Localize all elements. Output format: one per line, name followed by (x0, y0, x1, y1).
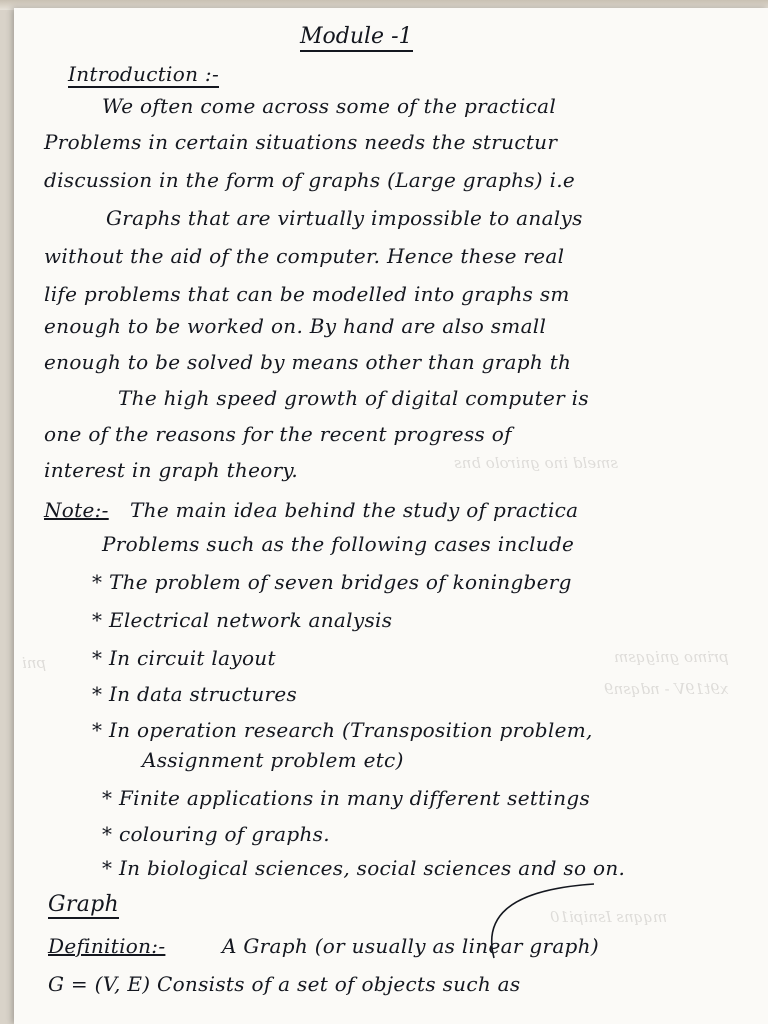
definition-line-2: G = (V, E) Consists of a set of objects such as (48, 972, 521, 996)
note-item-seven-bridges: * The problem of seven bridges of koningberg (92, 570, 572, 594)
bleed-through-text: primo gnigqsm (614, 648, 729, 666)
intro-line-2: Problems in certain situations needs the structur (44, 130, 558, 154)
bleed-through-text: mqqns Isnipi10 (550, 908, 668, 926)
intro-line-8: enough to be solved by means other than graph th (44, 350, 572, 374)
intro-line-4: Graphs that are virtually impossible to analys (106, 206, 583, 230)
note-item-operation-research: * In operation research (Transposition problem, (92, 718, 593, 742)
intro-line-1: We often come across some of the practical (102, 94, 557, 118)
intro-line-9: The high speed growth of digital computer is (118, 386, 589, 410)
intro-line-11: interest in graph theory. (44, 458, 299, 482)
intro-line-10: one of the reasons for the recent progress of (44, 422, 512, 446)
introduction-heading: Introduction :- (68, 62, 220, 86)
page-title: Module -1 (300, 24, 413, 52)
intro-line-5: without the aid of the computer. Hence these real (44, 244, 565, 268)
definition-line-1: A Graph (or usually as linear graph) (222, 934, 599, 958)
note-item-circuit-layout: * In circuit layout (92, 646, 276, 670)
note-intro-line-2: Problems such as the following cases include (102, 532, 575, 556)
note-item-assignment-problem: Assignment problem etc) (142, 748, 404, 772)
note-item-data-structures: * In data structures (92, 682, 298, 706)
bleed-through-text: pni (22, 654, 47, 672)
note-item-electrical-network: * Electrical network analysis (92, 608, 393, 632)
intro-line-3: discussion in the form of graphs (Large graphs) i.e (44, 168, 576, 192)
bleed-through-text: x9t19V - ndqsn9 (604, 680, 729, 698)
definition-label: Definition:- (48, 934, 166, 958)
bleed-through-text: smeld ino gnirolo bns (454, 454, 619, 472)
note-item-finite-applications: * Finite applications in many different settings (102, 786, 591, 810)
intro-line-6: life problems that can be modelled into graphs sm (44, 282, 570, 306)
intro-line-7: enough to be worked on. By hand are also small (44, 314, 547, 338)
graph-heading: Graph (48, 892, 119, 917)
note-intro-line-1: The main idea behind the study of practica (130, 498, 579, 522)
note-item-biological-sciences: * In biological sciences, social sciences and so on. (102, 856, 626, 880)
note-item-colouring-graphs: * colouring of graphs. (102, 822, 330, 846)
note-label: Note:- (44, 498, 109, 522)
notebook-page (14, 8, 768, 1024)
